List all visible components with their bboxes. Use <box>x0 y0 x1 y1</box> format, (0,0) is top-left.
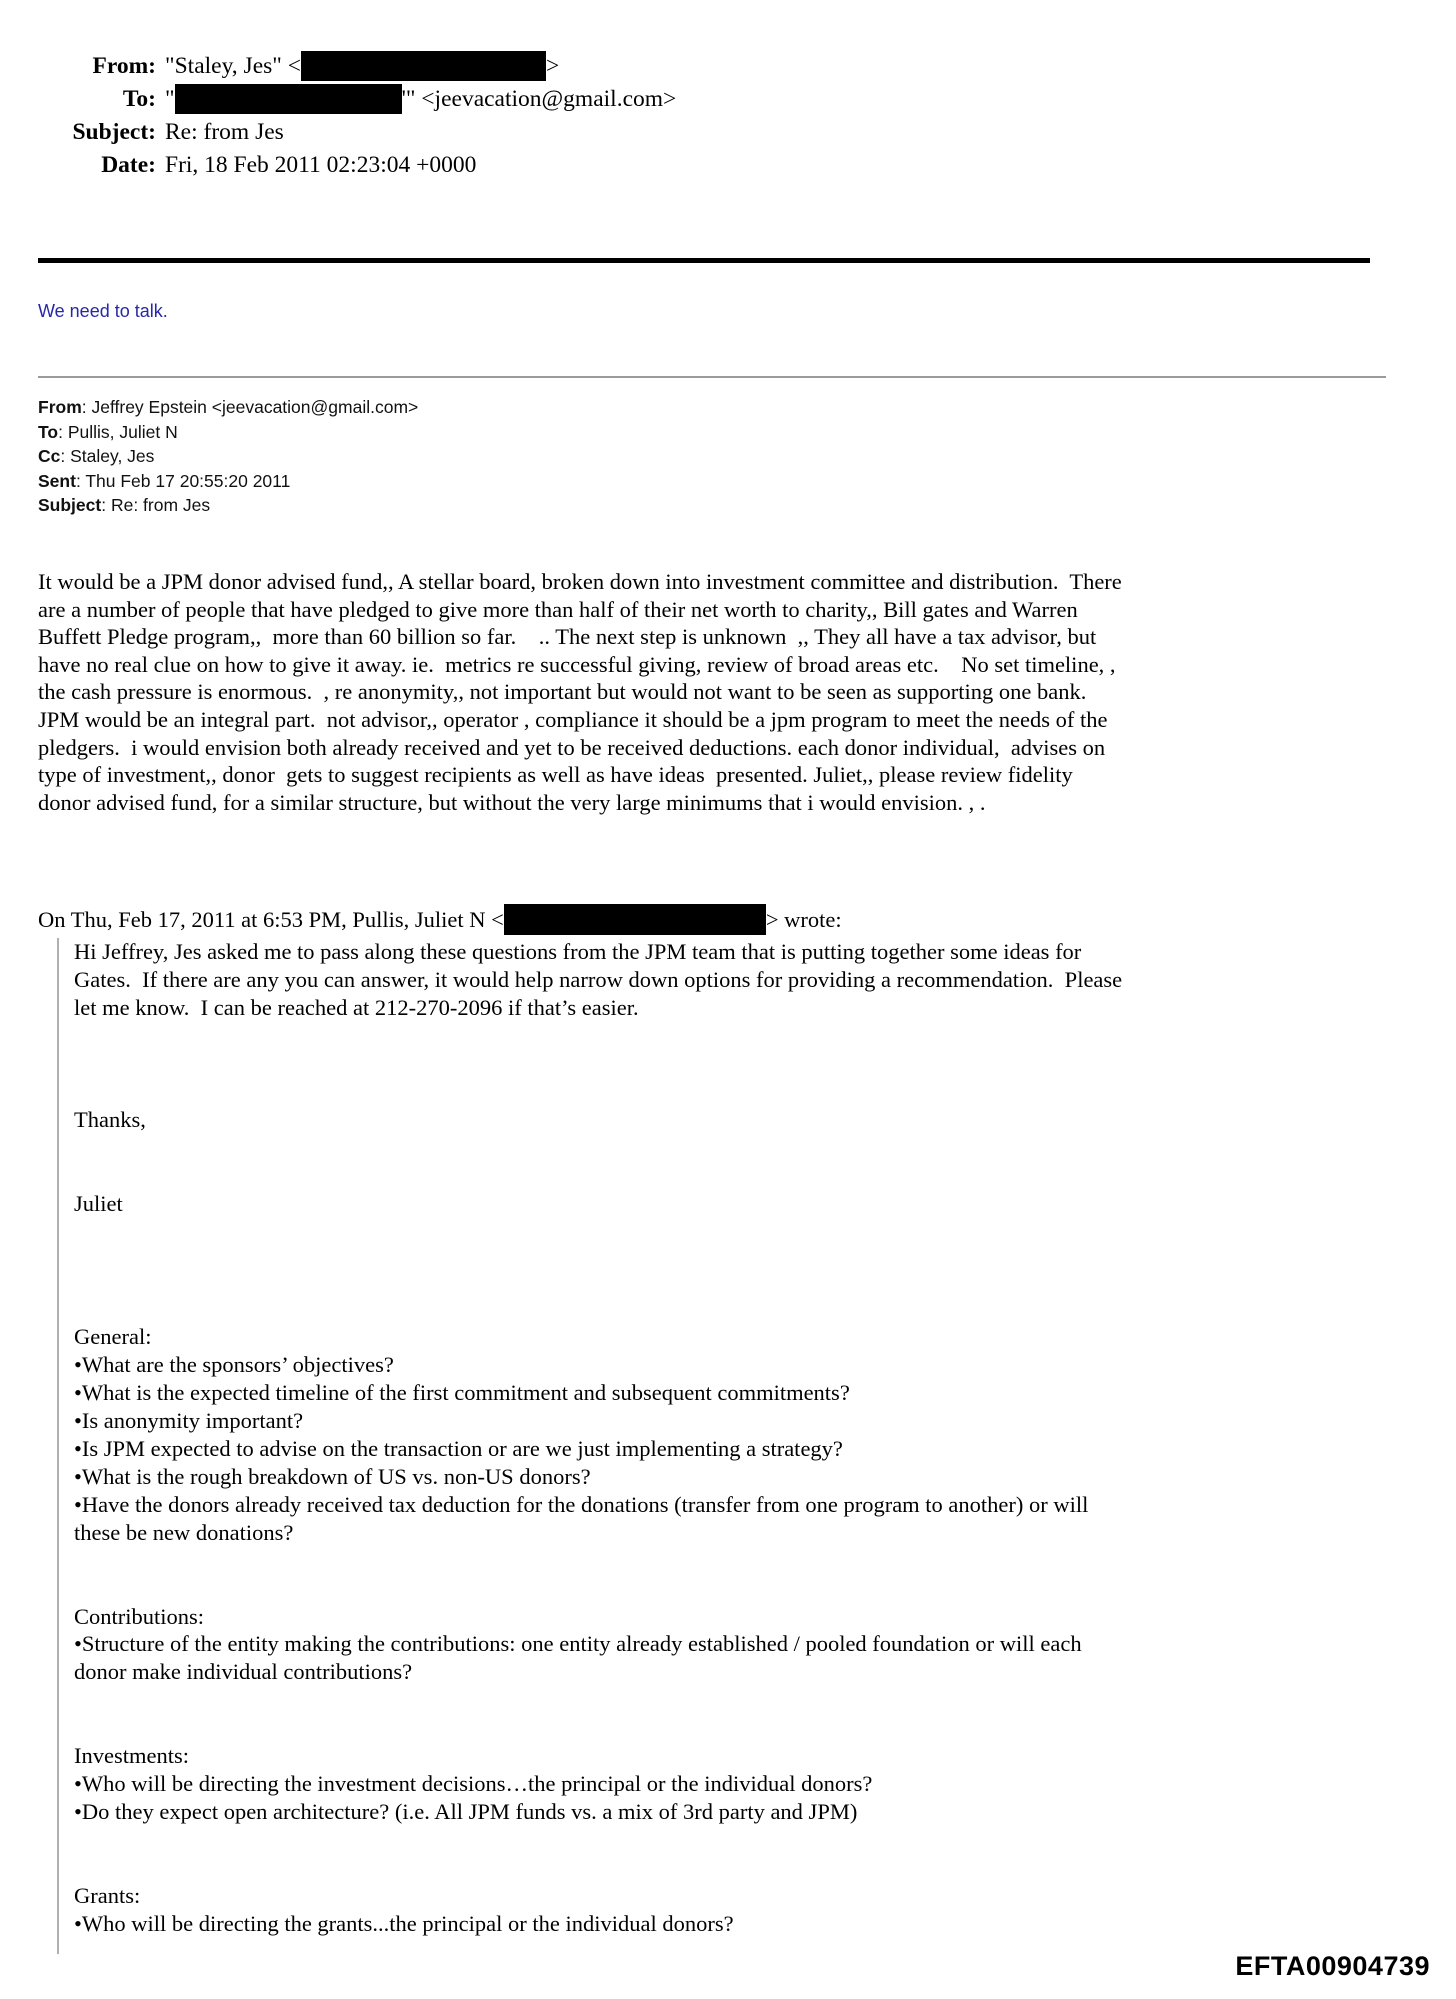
redaction-bar <box>301 51 546 81</box>
question-bullet: •Do they expect open architecture? (i.e. All JPM funds vs. a mix of 3rd party and JPM) <box>74 1799 858 1825</box>
from-value-pre: "Staley, Jes" < <box>165 53 301 79</box>
email-header <box>38 50 1416 182</box>
to-label: To: <box>122 86 156 112</box>
quoted-intro-paragraph: Hi Jeffrey, Jes asked me to pass along these questions from the JPM team that is putting together some ideas for Gates. If there are any you can answer, it would help narrow down options for providing a recommendation. Please let me know. I can be reached at 212-270-2096 if that’s easier. <box>74 939 1128 1021</box>
section-heading: General: <box>74 1324 152 1350</box>
quoted-to-value: : Pullis, Juliet N <box>58 421 178 442</box>
question-bullet: •What are the sponsors’ objectives? <box>74 1352 394 1378</box>
quoted-subject-value: : Re: from Jes <box>101 495 211 516</box>
quoted-from-row <box>38 395 1416 420</box>
signoff-thanks: Thanks, <box>74 1106 146 1132</box>
question-bullet: •Structure of the entity making the contributions: one entity already established / pooled foundation or will each donor make individual contributions? <box>74 1631 1088 1685</box>
quoted-reply-blockquote <box>57 938 1129 1953</box>
attribution-post: > wrote: <box>765 907 842 933</box>
from-label: From: <box>92 53 156 79</box>
to-value-pre: " <box>165 86 175 112</box>
question-section <box>74 1882 1129 1938</box>
from-value <box>165 50 1416 83</box>
quoted-sent-row <box>38 469 1416 494</box>
question-bullet: •Have the donors already received tax deduction for the donations (transfer from one program to another) or will these be new donations? <box>74 1491 1095 1545</box>
bates-number: EFTA00904739 <box>1235 1951 1430 1981</box>
section-bullets <box>74 1351 1129 1546</box>
from-value-post: > <box>546 53 560 79</box>
question-section <box>74 1603 1129 1687</box>
section-heading: Grants: <box>74 1882 141 1908</box>
to-value-post: '" <jeevacation@gmail.com> <box>401 86 677 112</box>
section-bullets <box>74 1910 1129 1938</box>
question-bullet: •What is the rough breakdown of US vs. non-US donors? <box>74 1463 591 1489</box>
question-bullet: •What is the expected timeline of the first commitment and subsequent commitments? <box>74 1380 850 1406</box>
quoted-subject-row <box>38 493 1416 518</box>
question-section <box>74 1323 1129 1546</box>
subject-value: Re: from Jes <box>165 119 284 145</box>
section-heading: Contributions: <box>74 1603 205 1629</box>
email-document-page <box>0 50 1456 1999</box>
redaction-bar <box>175 84 402 114</box>
reply-body-text: It would be a JPM donor advised fund,, A stellar board, broken down into investment committee and distribution. There are a number of people that have pledged to give more than half of their net worth to charity,, Bill gates and Warren Buffett Pledge program,, more than 60 billion so far. .. The next step is unknown ,, They all have a tax advisor, but have no real clue on how to give it away. ie. metrics re successful giving, review of broad areas etc. No set timeline, , the cash pressure is enormous. , re anonymity,, not important but would not want to be seen as supporting one bank. JPM would be an integral part. not advisor,, operator , compliance it should be a jpm program to meet the needs of the pledgers. i would envision both already received and yet to be received deductions. each donor individual, advises on type of investment,, donor gets to suggest recipients as well as have ideas presented. Juliet,, please review fidelity donor advised fund, for a similar structure, but without the very large minimums that i would envision. , . <box>38 568 1128 815</box>
quoted-to-label: To <box>38 421 59 442</box>
question-section <box>74 1742 1129 1826</box>
quoted-from-value: : Jeffrey Epstein <jeevacation@gmail.com> <box>81 397 419 417</box>
question-bullet: •Is anonymity important? <box>74 1408 304 1433</box>
quote-attribution-line <box>38 904 1416 936</box>
quoted-subject-label: Subject <box>38 495 102 516</box>
quoted-sent-value: : Thu Feb 17 20:55:20 2011 <box>75 470 291 491</box>
date-value: Fri, 18 Feb 2011 02:23:04 +0000 <box>165 152 477 178</box>
redaction-bar <box>504 904 766 935</box>
question-bullet: •Is JPM expected to advise on the transaction or are we just implementing a strategy? <box>74 1435 843 1461</box>
signoff <box>74 1050 1129 1273</box>
quoted-to-row <box>38 420 1416 445</box>
section-heading: Investments: <box>74 1743 189 1769</box>
question-sections <box>74 1323 1129 1938</box>
subject-label: Subject: <box>72 119 156 145</box>
message-intro-text: We need to talk. <box>38 301 168 321</box>
quoted-cc-label: Cc <box>38 446 61 467</box>
section-bullets <box>74 1770 1129 1826</box>
signoff-name: Juliet <box>74 1190 123 1216</box>
question-bullet: •Who will be directing the investment decisions…the principal or the individual donors? <box>74 1771 873 1797</box>
to-value <box>165 83 1416 116</box>
quoted-sent-label: Sent <box>38 470 76 491</box>
divider-thick <box>38 258 1370 263</box>
quoted-from-label: From <box>38 397 82 417</box>
attribution-pre: On Thu, Feb 17, 2011 at 6:53 PM, Pullis, Juliet N < <box>38 907 504 933</box>
question-bullet: •Who will be directing the grants...the principal or the individual donors? <box>74 1910 734 1936</box>
date-label: Date: <box>101 152 156 178</box>
quoted-email-header <box>38 395 1416 518</box>
quoted-cc-value: : Staley, Jes <box>60 446 155 467</box>
divider-thin <box>38 376 1386 378</box>
quoted-cc-row <box>38 444 1416 469</box>
section-bullets <box>74 1630 1129 1686</box>
